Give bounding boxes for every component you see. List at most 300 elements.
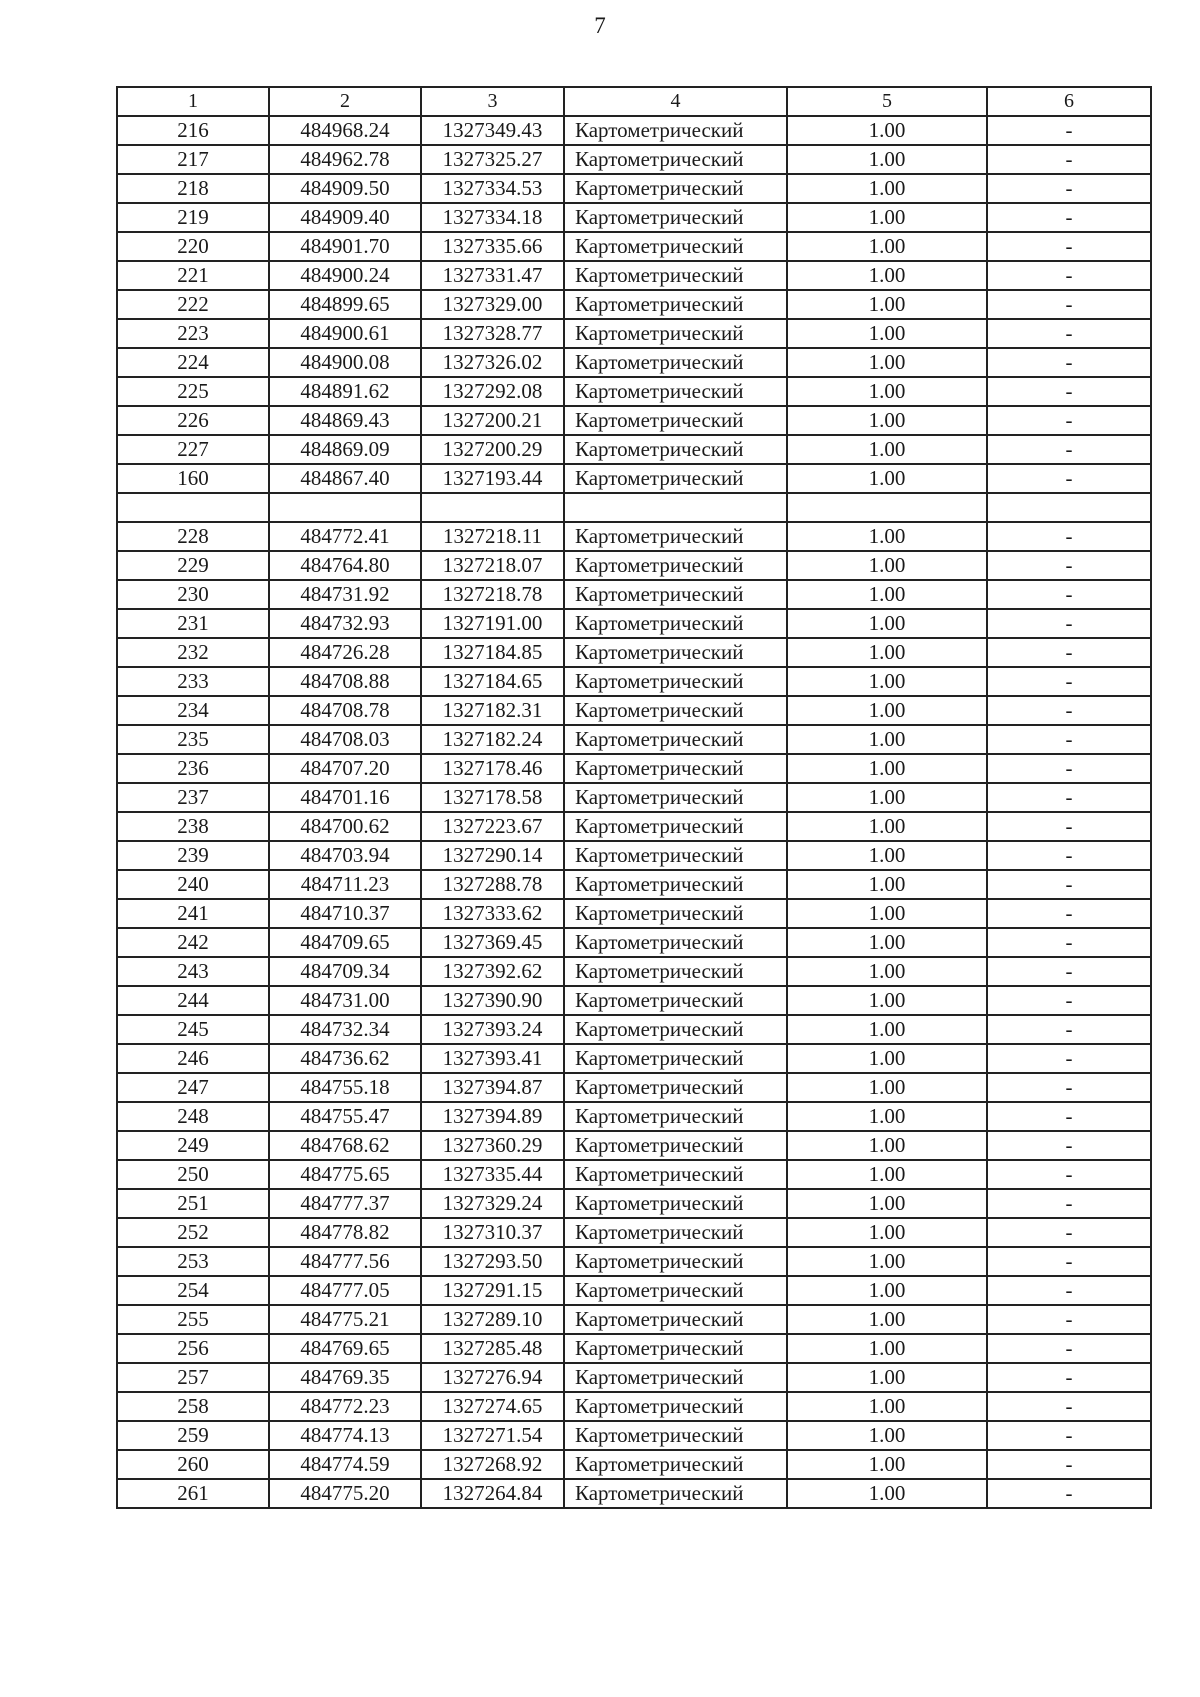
- x-coordinate-cell: 484732.93: [269, 609, 421, 638]
- x-coordinate-cell: 484772.23: [269, 1392, 421, 1421]
- table-row: [117, 580, 1151, 609]
- y-coordinate-cell: 1327360.29: [421, 1131, 564, 1160]
- method-cell: Картометрический: [564, 928, 787, 957]
- y-coordinate-cell: 1327394.89: [421, 1102, 564, 1131]
- description-cell: -: [987, 1450, 1151, 1479]
- header-cell-x: 2: [269, 87, 421, 116]
- method-cell: Картометрический: [564, 348, 787, 377]
- method-cell: Картометрический: [564, 406, 787, 435]
- y-coordinate-cell: 1327392.62: [421, 957, 564, 986]
- x-coordinate-cell: 484708.78: [269, 696, 421, 725]
- accuracy-cell: 1.00: [787, 319, 987, 348]
- accuracy-cell: 1.00: [787, 1479, 987, 1508]
- description-cell: -: [987, 986, 1151, 1015]
- description-cell: -: [987, 145, 1151, 174]
- method-cell: Картометрический: [564, 1044, 787, 1073]
- method-cell: Картометрический: [564, 667, 787, 696]
- table-row: [117, 957, 1151, 986]
- accuracy-cell: 1.00: [787, 1421, 987, 1450]
- point-number-cell: 216: [117, 116, 269, 145]
- accuracy-cell: 1.00: [787, 1276, 987, 1305]
- method-cell: Картометрический: [564, 435, 787, 464]
- description-cell: -: [987, 1073, 1151, 1102]
- x-coordinate-cell: 484703.94: [269, 841, 421, 870]
- table-row: [117, 522, 1151, 551]
- description-cell: -: [987, 232, 1151, 261]
- header-cell-accuracy: 5: [787, 87, 987, 116]
- description-cell: -: [987, 957, 1151, 986]
- point-number-cell: 218: [117, 174, 269, 203]
- method-cell: Картометрический: [564, 1015, 787, 1044]
- accuracy-cell: 1.00: [787, 812, 987, 841]
- description-cell: -: [987, 1044, 1151, 1073]
- accuracy-cell: 1.00: [787, 638, 987, 667]
- accuracy-cell: 1.00: [787, 725, 987, 754]
- accuracy-cell: 1.00: [787, 870, 987, 899]
- x-coordinate-cell: 484709.34: [269, 957, 421, 986]
- table-row: [117, 145, 1151, 174]
- table-row: [117, 348, 1151, 377]
- table-row: [117, 986, 1151, 1015]
- method-cell: Картометрический: [564, 725, 787, 754]
- y-coordinate-cell: 1327394.87: [421, 1073, 564, 1102]
- table-row: [117, 406, 1151, 435]
- table-row: [117, 754, 1151, 783]
- y-coordinate-cell: 1327293.50: [421, 1247, 564, 1276]
- method-cell: Картометрический: [564, 261, 787, 290]
- y-coordinate-cell: 1327390.90: [421, 986, 564, 1015]
- table-row: [117, 261, 1151, 290]
- method-cell: Картометрический: [564, 1421, 787, 1450]
- table-row: [117, 232, 1151, 261]
- table-row: [117, 464, 1151, 493]
- y-coordinate-cell: 1327288.78: [421, 870, 564, 899]
- table-row: [117, 841, 1151, 870]
- x-coordinate-cell: 484777.37: [269, 1189, 421, 1218]
- accuracy-cell: 1.00: [787, 841, 987, 870]
- accuracy-cell: 1.00: [787, 232, 987, 261]
- x-coordinate-cell: 484891.62: [269, 377, 421, 406]
- header-cell-description: 6: [987, 87, 1151, 116]
- point-number-cell: 243: [117, 957, 269, 986]
- point-number-cell: 254: [117, 1276, 269, 1305]
- point-number-cell: 234: [117, 696, 269, 725]
- table-row: [117, 1044, 1151, 1073]
- method-cell: Картометрический: [564, 522, 787, 551]
- point-number-cell: 239: [117, 841, 269, 870]
- point-number-cell: 248: [117, 1102, 269, 1131]
- x-coordinate-cell: 484707.20: [269, 754, 421, 783]
- description-cell: -: [987, 290, 1151, 319]
- accuracy-cell: 1.00: [787, 1015, 987, 1044]
- method-cell: Картометрический: [564, 1247, 787, 1276]
- method-cell: Картометрический: [564, 174, 787, 203]
- point-number-cell: 231: [117, 609, 269, 638]
- description-cell: -: [987, 174, 1151, 203]
- x-coordinate-cell: 484867.40: [269, 464, 421, 493]
- accuracy-cell: 1.00: [787, 1131, 987, 1160]
- x-coordinate-cell: 484777.05: [269, 1276, 421, 1305]
- x-coordinate-cell: 484901.70: [269, 232, 421, 261]
- description-cell: -: [987, 116, 1151, 145]
- table-header: [117, 87, 1151, 116]
- table-row: [117, 1073, 1151, 1102]
- point-number-cell: 230: [117, 580, 269, 609]
- method-cell: Картометрический: [564, 319, 787, 348]
- y-coordinate-cell: 1327271.54: [421, 1421, 564, 1450]
- x-coordinate-cell: 484774.59: [269, 1450, 421, 1479]
- method-cell: Картометрический: [564, 1276, 787, 1305]
- description-cell: -: [987, 1276, 1151, 1305]
- x-coordinate-cell: 484869.43: [269, 406, 421, 435]
- description-cell: -: [987, 522, 1151, 551]
- point-number-cell: 228: [117, 522, 269, 551]
- accuracy-cell: 1.00: [787, 348, 987, 377]
- description-cell: -: [987, 1102, 1151, 1131]
- y-coordinate-cell: 1327274.65: [421, 1392, 564, 1421]
- accuracy-cell: 1.00: [787, 696, 987, 725]
- method-cell: Картометрический: [564, 986, 787, 1015]
- description-cell: -: [987, 609, 1151, 638]
- x-coordinate-cell: 484769.35: [269, 1363, 421, 1392]
- description-cell: -: [987, 261, 1151, 290]
- description-cell: -: [987, 1160, 1151, 1189]
- method-cell: Картометрический: [564, 899, 787, 928]
- table-row: [117, 638, 1151, 667]
- method-cell: Картометрический: [564, 783, 787, 812]
- accuracy-cell: 1.00: [787, 986, 987, 1015]
- x-coordinate-cell: 484900.24: [269, 261, 421, 290]
- table-row: [117, 1305, 1151, 1334]
- x-coordinate-cell: [269, 493, 421, 522]
- y-coordinate-cell: 1327335.66: [421, 232, 564, 261]
- method-cell: Картометрический: [564, 1450, 787, 1479]
- method-cell: Картометрический: [564, 1479, 787, 1508]
- y-coordinate-cell: 1327289.10: [421, 1305, 564, 1334]
- point-number-cell: 237: [117, 783, 269, 812]
- table-row: [117, 609, 1151, 638]
- x-coordinate-cell: 484731.00: [269, 986, 421, 1015]
- accuracy-cell: 1.00: [787, 1392, 987, 1421]
- description-cell: -: [987, 1218, 1151, 1247]
- point-number-cell: 242: [117, 928, 269, 957]
- y-coordinate-cell: 1327325.27: [421, 145, 564, 174]
- x-coordinate-cell: 484708.88: [269, 667, 421, 696]
- accuracy-cell: 1.00: [787, 1160, 987, 1189]
- x-coordinate-cell: 484777.56: [269, 1247, 421, 1276]
- accuracy-cell: 1.00: [787, 754, 987, 783]
- x-coordinate-cell: 484769.65: [269, 1334, 421, 1363]
- method-cell: Картометрический: [564, 1102, 787, 1131]
- x-coordinate-cell: 484736.62: [269, 1044, 421, 1073]
- x-coordinate-cell: 484731.92: [269, 580, 421, 609]
- y-coordinate-cell: 1327329.24: [421, 1189, 564, 1218]
- point-number-cell: 241: [117, 899, 269, 928]
- y-coordinate-cell: 1327331.47: [421, 261, 564, 290]
- y-coordinate-cell: [421, 493, 564, 522]
- table-row: [117, 1421, 1151, 1450]
- y-coordinate-cell: 1327310.37: [421, 1218, 564, 1247]
- x-coordinate-cell: 484772.41: [269, 522, 421, 551]
- x-coordinate-cell: 484900.61: [269, 319, 421, 348]
- accuracy-cell: 1.00: [787, 261, 987, 290]
- method-cell: Картометрический: [564, 1305, 787, 1334]
- table-body: [117, 116, 1151, 1508]
- table-row: [117, 928, 1151, 957]
- description-cell: -: [987, 928, 1151, 957]
- method-cell: Картометрический: [564, 551, 787, 580]
- table-row: [117, 551, 1151, 580]
- accuracy-cell: 1.00: [787, 1189, 987, 1218]
- accuracy-cell: 1.00: [787, 377, 987, 406]
- x-coordinate-cell: 484701.16: [269, 783, 421, 812]
- table-row: [117, 1363, 1151, 1392]
- description-cell: -: [987, 406, 1151, 435]
- y-coordinate-cell: 1327223.67: [421, 812, 564, 841]
- method-cell: Картометрический: [564, 1073, 787, 1102]
- method-cell: Картометрический: [564, 464, 787, 493]
- point-number-cell: 246: [117, 1044, 269, 1073]
- header-cell-method: 4: [564, 87, 787, 116]
- table-row: [117, 1102, 1151, 1131]
- y-coordinate-cell: 1327200.21: [421, 406, 564, 435]
- accuracy-cell: 1.00: [787, 290, 987, 319]
- description-cell: -: [987, 348, 1151, 377]
- y-coordinate-cell: 1327393.24: [421, 1015, 564, 1044]
- description-cell: -: [987, 841, 1151, 870]
- method-cell: Картометрический: [564, 812, 787, 841]
- x-coordinate-cell: 484726.28: [269, 638, 421, 667]
- point-number-cell: 260: [117, 1450, 269, 1479]
- x-coordinate-cell: 484700.62: [269, 812, 421, 841]
- y-coordinate-cell: 1327328.77: [421, 319, 564, 348]
- point-number-cell: 258: [117, 1392, 269, 1421]
- y-coordinate-cell: 1327200.29: [421, 435, 564, 464]
- method-cell: Картометрический: [564, 638, 787, 667]
- accuracy-cell: 1.00: [787, 580, 987, 609]
- table-row: [117, 116, 1151, 145]
- point-number-cell: 229: [117, 551, 269, 580]
- description-cell: -: [987, 667, 1151, 696]
- point-number-cell: 233: [117, 667, 269, 696]
- table-row: [117, 1392, 1151, 1421]
- accuracy-cell: 1.00: [787, 435, 987, 464]
- y-coordinate-cell: 1327184.85: [421, 638, 564, 667]
- table-row: [117, 1131, 1151, 1160]
- method-cell: Картометрический: [564, 609, 787, 638]
- description-cell: -: [987, 870, 1151, 899]
- accuracy-cell: 1.00: [787, 1450, 987, 1479]
- method-cell: Картометрический: [564, 1131, 787, 1160]
- y-coordinate-cell: 1327178.58: [421, 783, 564, 812]
- table-row: [117, 696, 1151, 725]
- point-number-cell: 160: [117, 464, 269, 493]
- method-cell: Картометрический: [564, 145, 787, 174]
- description-cell: -: [987, 1015, 1151, 1044]
- method-cell: [564, 493, 787, 522]
- table-row: [117, 174, 1151, 203]
- method-cell: Картометрический: [564, 290, 787, 319]
- y-coordinate-cell: 1327182.24: [421, 725, 564, 754]
- point-number-cell: 247: [117, 1073, 269, 1102]
- description-cell: -: [987, 203, 1151, 232]
- point-number-cell: 261: [117, 1479, 269, 1508]
- point-number-cell: 224: [117, 348, 269, 377]
- point-number-cell: 221: [117, 261, 269, 290]
- x-coordinate-cell: 484775.20: [269, 1479, 421, 1508]
- point-number-cell: 222: [117, 290, 269, 319]
- method-cell: Картометрический: [564, 377, 787, 406]
- table-row: [117, 783, 1151, 812]
- point-number-cell: 227: [117, 435, 269, 464]
- method-cell: Картометрический: [564, 1363, 787, 1392]
- description-cell: -: [987, 1247, 1151, 1276]
- accuracy-cell: 1.00: [787, 174, 987, 203]
- y-coordinate-cell: 1327334.18: [421, 203, 564, 232]
- table-row: [117, 1247, 1151, 1276]
- method-cell: Картометрический: [564, 1160, 787, 1189]
- accuracy-cell: 1.00: [787, 783, 987, 812]
- x-coordinate-cell: 484764.80: [269, 551, 421, 580]
- x-coordinate-cell: 484899.65: [269, 290, 421, 319]
- table-row: [117, 1450, 1151, 1479]
- point-number-cell: 250: [117, 1160, 269, 1189]
- description-cell: -: [987, 1363, 1151, 1392]
- y-coordinate-cell: 1327334.53: [421, 174, 564, 203]
- point-number-cell: 244: [117, 986, 269, 1015]
- accuracy-cell: 1.00: [787, 899, 987, 928]
- description-cell: -: [987, 435, 1151, 464]
- point-number-cell: 226: [117, 406, 269, 435]
- point-number-cell: 235: [117, 725, 269, 754]
- description-cell: -: [987, 1421, 1151, 1450]
- method-cell: Картометрический: [564, 203, 787, 232]
- method-cell: Картометрический: [564, 1392, 787, 1421]
- accuracy-cell: 1.00: [787, 1363, 987, 1392]
- x-coordinate-cell: 484775.21: [269, 1305, 421, 1334]
- point-number-cell: 251: [117, 1189, 269, 1218]
- method-cell: Картометрический: [564, 696, 787, 725]
- x-coordinate-cell: 484732.34: [269, 1015, 421, 1044]
- description-cell: -: [987, 812, 1151, 841]
- y-coordinate-cell: 1327333.62: [421, 899, 564, 928]
- description-cell: -: [987, 580, 1151, 609]
- page-number: 7: [594, 13, 606, 38]
- accuracy-cell: [787, 493, 987, 522]
- accuracy-cell: 1.00: [787, 609, 987, 638]
- header-cell-point-number: 1: [117, 87, 269, 116]
- method-cell: Картометрический: [564, 232, 787, 261]
- point-number-cell: 257: [117, 1363, 269, 1392]
- accuracy-cell: 1.00: [787, 1334, 987, 1363]
- point-number-cell: 252: [117, 1218, 269, 1247]
- accuracy-cell: 1.00: [787, 116, 987, 145]
- x-coordinate-cell: 484709.65: [269, 928, 421, 957]
- x-coordinate-cell: 484869.09: [269, 435, 421, 464]
- accuracy-cell: 1.00: [787, 522, 987, 551]
- point-number-cell: 245: [117, 1015, 269, 1044]
- x-coordinate-cell: 484711.23: [269, 870, 421, 899]
- accuracy-cell: 1.00: [787, 1073, 987, 1102]
- table-row: [117, 1189, 1151, 1218]
- y-coordinate-cell: 1327369.45: [421, 928, 564, 957]
- method-cell: Картометрический: [564, 957, 787, 986]
- table-row: [117, 1218, 1151, 1247]
- accuracy-cell: 1.00: [787, 1305, 987, 1334]
- description-cell: -: [987, 377, 1151, 406]
- table-row: [117, 1479, 1151, 1508]
- method-cell: Картометрический: [564, 1334, 787, 1363]
- y-coordinate-cell: 1327349.43: [421, 116, 564, 145]
- x-coordinate-cell: 484909.40: [269, 203, 421, 232]
- table-row: [117, 435, 1151, 464]
- description-cell: -: [987, 1479, 1151, 1508]
- method-cell: Картометрический: [564, 116, 787, 145]
- accuracy-cell: 1.00: [787, 1102, 987, 1131]
- y-coordinate-cell: 1327184.65: [421, 667, 564, 696]
- accuracy-cell: 1.00: [787, 1218, 987, 1247]
- table-row: [117, 870, 1151, 899]
- y-coordinate-cell: 1327290.14: [421, 841, 564, 870]
- y-coordinate-cell: 1327291.15: [421, 1276, 564, 1305]
- method-cell: Картометрический: [564, 841, 787, 870]
- table-row: [117, 1276, 1151, 1305]
- accuracy-cell: 1.00: [787, 1044, 987, 1073]
- y-coordinate-cell: 1327191.00: [421, 609, 564, 638]
- x-coordinate-cell: 484755.18: [269, 1073, 421, 1102]
- description-cell: -: [987, 725, 1151, 754]
- point-number-cell: 255: [117, 1305, 269, 1334]
- point-number-cell: [117, 493, 269, 522]
- x-coordinate-cell: 484708.03: [269, 725, 421, 754]
- description-cell: -: [987, 696, 1151, 725]
- description-cell: -: [987, 1392, 1151, 1421]
- x-coordinate-cell: 484768.62: [269, 1131, 421, 1160]
- point-number-cell: 220: [117, 232, 269, 261]
- point-number-cell: 238: [117, 812, 269, 841]
- description-cell: -: [987, 1334, 1151, 1363]
- description-cell: -: [987, 319, 1151, 348]
- accuracy-cell: 1.00: [787, 406, 987, 435]
- x-coordinate-cell: 484909.50: [269, 174, 421, 203]
- point-number-cell: 217: [117, 145, 269, 174]
- y-coordinate-cell: 1327292.08: [421, 377, 564, 406]
- table-row: [117, 1160, 1151, 1189]
- header-cell-y: 3: [421, 87, 564, 116]
- y-coordinate-cell: 1327218.11: [421, 522, 564, 551]
- point-number-cell: 236: [117, 754, 269, 783]
- description-cell: -: [987, 638, 1151, 667]
- accuracy-cell: 1.00: [787, 1247, 987, 1276]
- description-cell: -: [987, 1131, 1151, 1160]
- table-row: [117, 319, 1151, 348]
- table-row: [117, 667, 1151, 696]
- description-cell: -: [987, 551, 1151, 580]
- x-coordinate-cell: 484774.13: [269, 1421, 421, 1450]
- description-cell: -: [987, 1305, 1151, 1334]
- x-coordinate-cell: 484775.65: [269, 1160, 421, 1189]
- y-coordinate-cell: 1327268.92: [421, 1450, 564, 1479]
- y-coordinate-cell: 1327335.44: [421, 1160, 564, 1189]
- method-cell: Картометрический: [564, 870, 787, 899]
- y-coordinate-cell: 1327182.31: [421, 696, 564, 725]
- header-row: [117, 87, 1151, 116]
- method-cell: Картометрический: [564, 1189, 787, 1218]
- point-number-cell: 232: [117, 638, 269, 667]
- table-row: [117, 203, 1151, 232]
- y-coordinate-cell: 1327193.44: [421, 464, 564, 493]
- x-coordinate-cell: 484900.08: [269, 348, 421, 377]
